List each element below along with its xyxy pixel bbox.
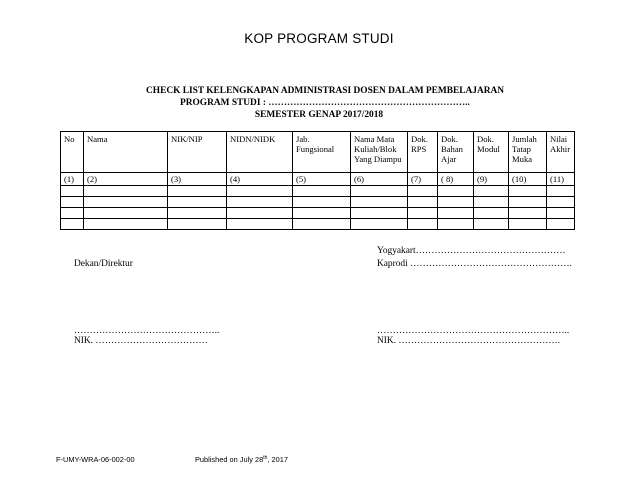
table-cell[interactable] xyxy=(438,186,474,197)
table-cell[interactable] xyxy=(227,197,293,208)
table-cell[interactable] xyxy=(84,186,168,197)
table-cell[interactable] xyxy=(168,219,227,230)
table-cell[interactable] xyxy=(293,219,351,230)
signature-right-nik: NIK. ……………………………………………. xyxy=(377,336,561,346)
col-number: (11) xyxy=(547,173,575,186)
col-header-jumlah-tatap-muka: Jumlah Tatap Muka xyxy=(509,132,547,173)
table-row xyxy=(61,186,575,197)
table-cell[interactable] xyxy=(438,208,474,219)
table-cell[interactable] xyxy=(61,208,84,219)
table-cell[interactable] xyxy=(351,197,408,208)
footer-form-code: F-UMY-WRA-06-002-00 xyxy=(56,455,135,464)
col-number: ( 8) xyxy=(438,173,474,186)
table-header-row xyxy=(61,132,575,173)
table-row xyxy=(61,208,575,219)
published-suffix: , 2017 xyxy=(267,455,288,464)
table-cell[interactable] xyxy=(509,186,547,197)
table-cell[interactable] xyxy=(168,197,227,208)
signature-right-place-date: Yogyakart………………………………………… xyxy=(377,246,566,256)
table-cell[interactable] xyxy=(474,219,509,230)
table-cell[interactable] xyxy=(351,219,408,230)
table-cell[interactable] xyxy=(438,219,474,230)
table-cell[interactable] xyxy=(84,219,168,230)
table-cell[interactable] xyxy=(293,208,351,219)
table-cell[interactable] xyxy=(293,197,351,208)
checklist-table xyxy=(60,131,575,230)
table-cell[interactable] xyxy=(61,186,84,197)
col-number: (3) xyxy=(168,173,227,186)
table-cell[interactable] xyxy=(293,186,351,197)
title-line-1: CHECK LIST KELENGKAPAN ADMINISTRASI DOSEN DALAM PEMBELAJARAN xyxy=(146,86,505,96)
table-cell[interactable] xyxy=(227,208,293,219)
table-cell[interactable] xyxy=(84,208,168,219)
table-cell[interactable] xyxy=(408,219,438,230)
table-cell[interactable] xyxy=(509,208,547,219)
table-cell[interactable] xyxy=(408,197,438,208)
signature-right-name-line: …………………………………………………….. xyxy=(377,326,570,336)
col-number: (5) xyxy=(293,173,351,186)
table-cell[interactable] xyxy=(438,197,474,208)
col-number: (9) xyxy=(474,173,509,186)
table-cell[interactable] xyxy=(351,208,408,219)
col-number: (6) xyxy=(351,173,408,186)
col-header-dok-bahan-ajar: Dok. Bahan Ajar xyxy=(438,132,474,173)
published-ordinal: th xyxy=(263,455,268,461)
col-number: (4) xyxy=(227,173,293,186)
signature-left-name-line: ……………………………………….. xyxy=(74,326,220,336)
title-program-studi: PROGRAM STUDI : ……………………………………………………….. xyxy=(180,98,470,108)
col-header-no: No xyxy=(61,132,84,173)
table-cell[interactable] xyxy=(168,208,227,219)
table-cell[interactable] xyxy=(408,186,438,197)
col-number: (7) xyxy=(408,173,438,186)
col-header-dok-rps: Dok. RPS xyxy=(408,132,438,173)
table-cell[interactable] xyxy=(408,208,438,219)
table-cell[interactable] xyxy=(474,197,509,208)
table-cell[interactable] xyxy=(84,197,168,208)
table-cell[interactable] xyxy=(227,186,293,197)
table-cell[interactable] xyxy=(547,219,575,230)
table-cell[interactable] xyxy=(547,186,575,197)
table-cell[interactable] xyxy=(547,208,575,219)
table-cell[interactable] xyxy=(61,197,84,208)
table-row xyxy=(61,219,575,230)
table-cell[interactable] xyxy=(474,208,509,219)
kop-program-studi: KOP PROGRAM STUDI xyxy=(244,31,394,46)
col-header-mata-kuliah: Nama Mata Kuliah/Blok Yang Diampu xyxy=(351,132,408,173)
col-header-nidn-nidk: NIDN/NIDK xyxy=(227,132,293,173)
col-header-jab-fungsional: Jab. Fungsional xyxy=(293,132,351,173)
table-cell[interactable] xyxy=(509,219,547,230)
col-number: (2) xyxy=(84,173,168,186)
col-header-dok-modul: Dok. Modul xyxy=(474,132,509,173)
table-cell[interactable] xyxy=(61,219,84,230)
signature-right-title: Kaprodi ……………………………………………. xyxy=(377,259,572,269)
footer-published-date xyxy=(195,455,288,464)
table-cell[interactable] xyxy=(351,186,408,197)
table-row xyxy=(61,197,575,208)
table-cell[interactable] xyxy=(547,197,575,208)
table-cell[interactable] xyxy=(474,186,509,197)
table-cell[interactable] xyxy=(168,186,227,197)
table-number-row xyxy=(61,173,575,186)
signature-left-nik: NIK. ……………………………… xyxy=(74,336,208,346)
table-cell[interactable] xyxy=(509,197,547,208)
col-header-nik-nip: NIK/NIP xyxy=(168,132,227,173)
signature-left-title: Dekan/Direktur xyxy=(74,259,133,269)
col-number: (10) xyxy=(509,173,547,186)
published-prefix: Published on July 28 xyxy=(195,455,264,464)
col-header-nama: Nama xyxy=(84,132,168,173)
table-cell[interactable] xyxy=(227,219,293,230)
col-header-nilai-akhir: Nilai Akhir xyxy=(547,132,575,173)
title-semester: SEMESTER GENAP 2017/2018 xyxy=(254,110,384,120)
col-number: (1) xyxy=(61,173,84,186)
